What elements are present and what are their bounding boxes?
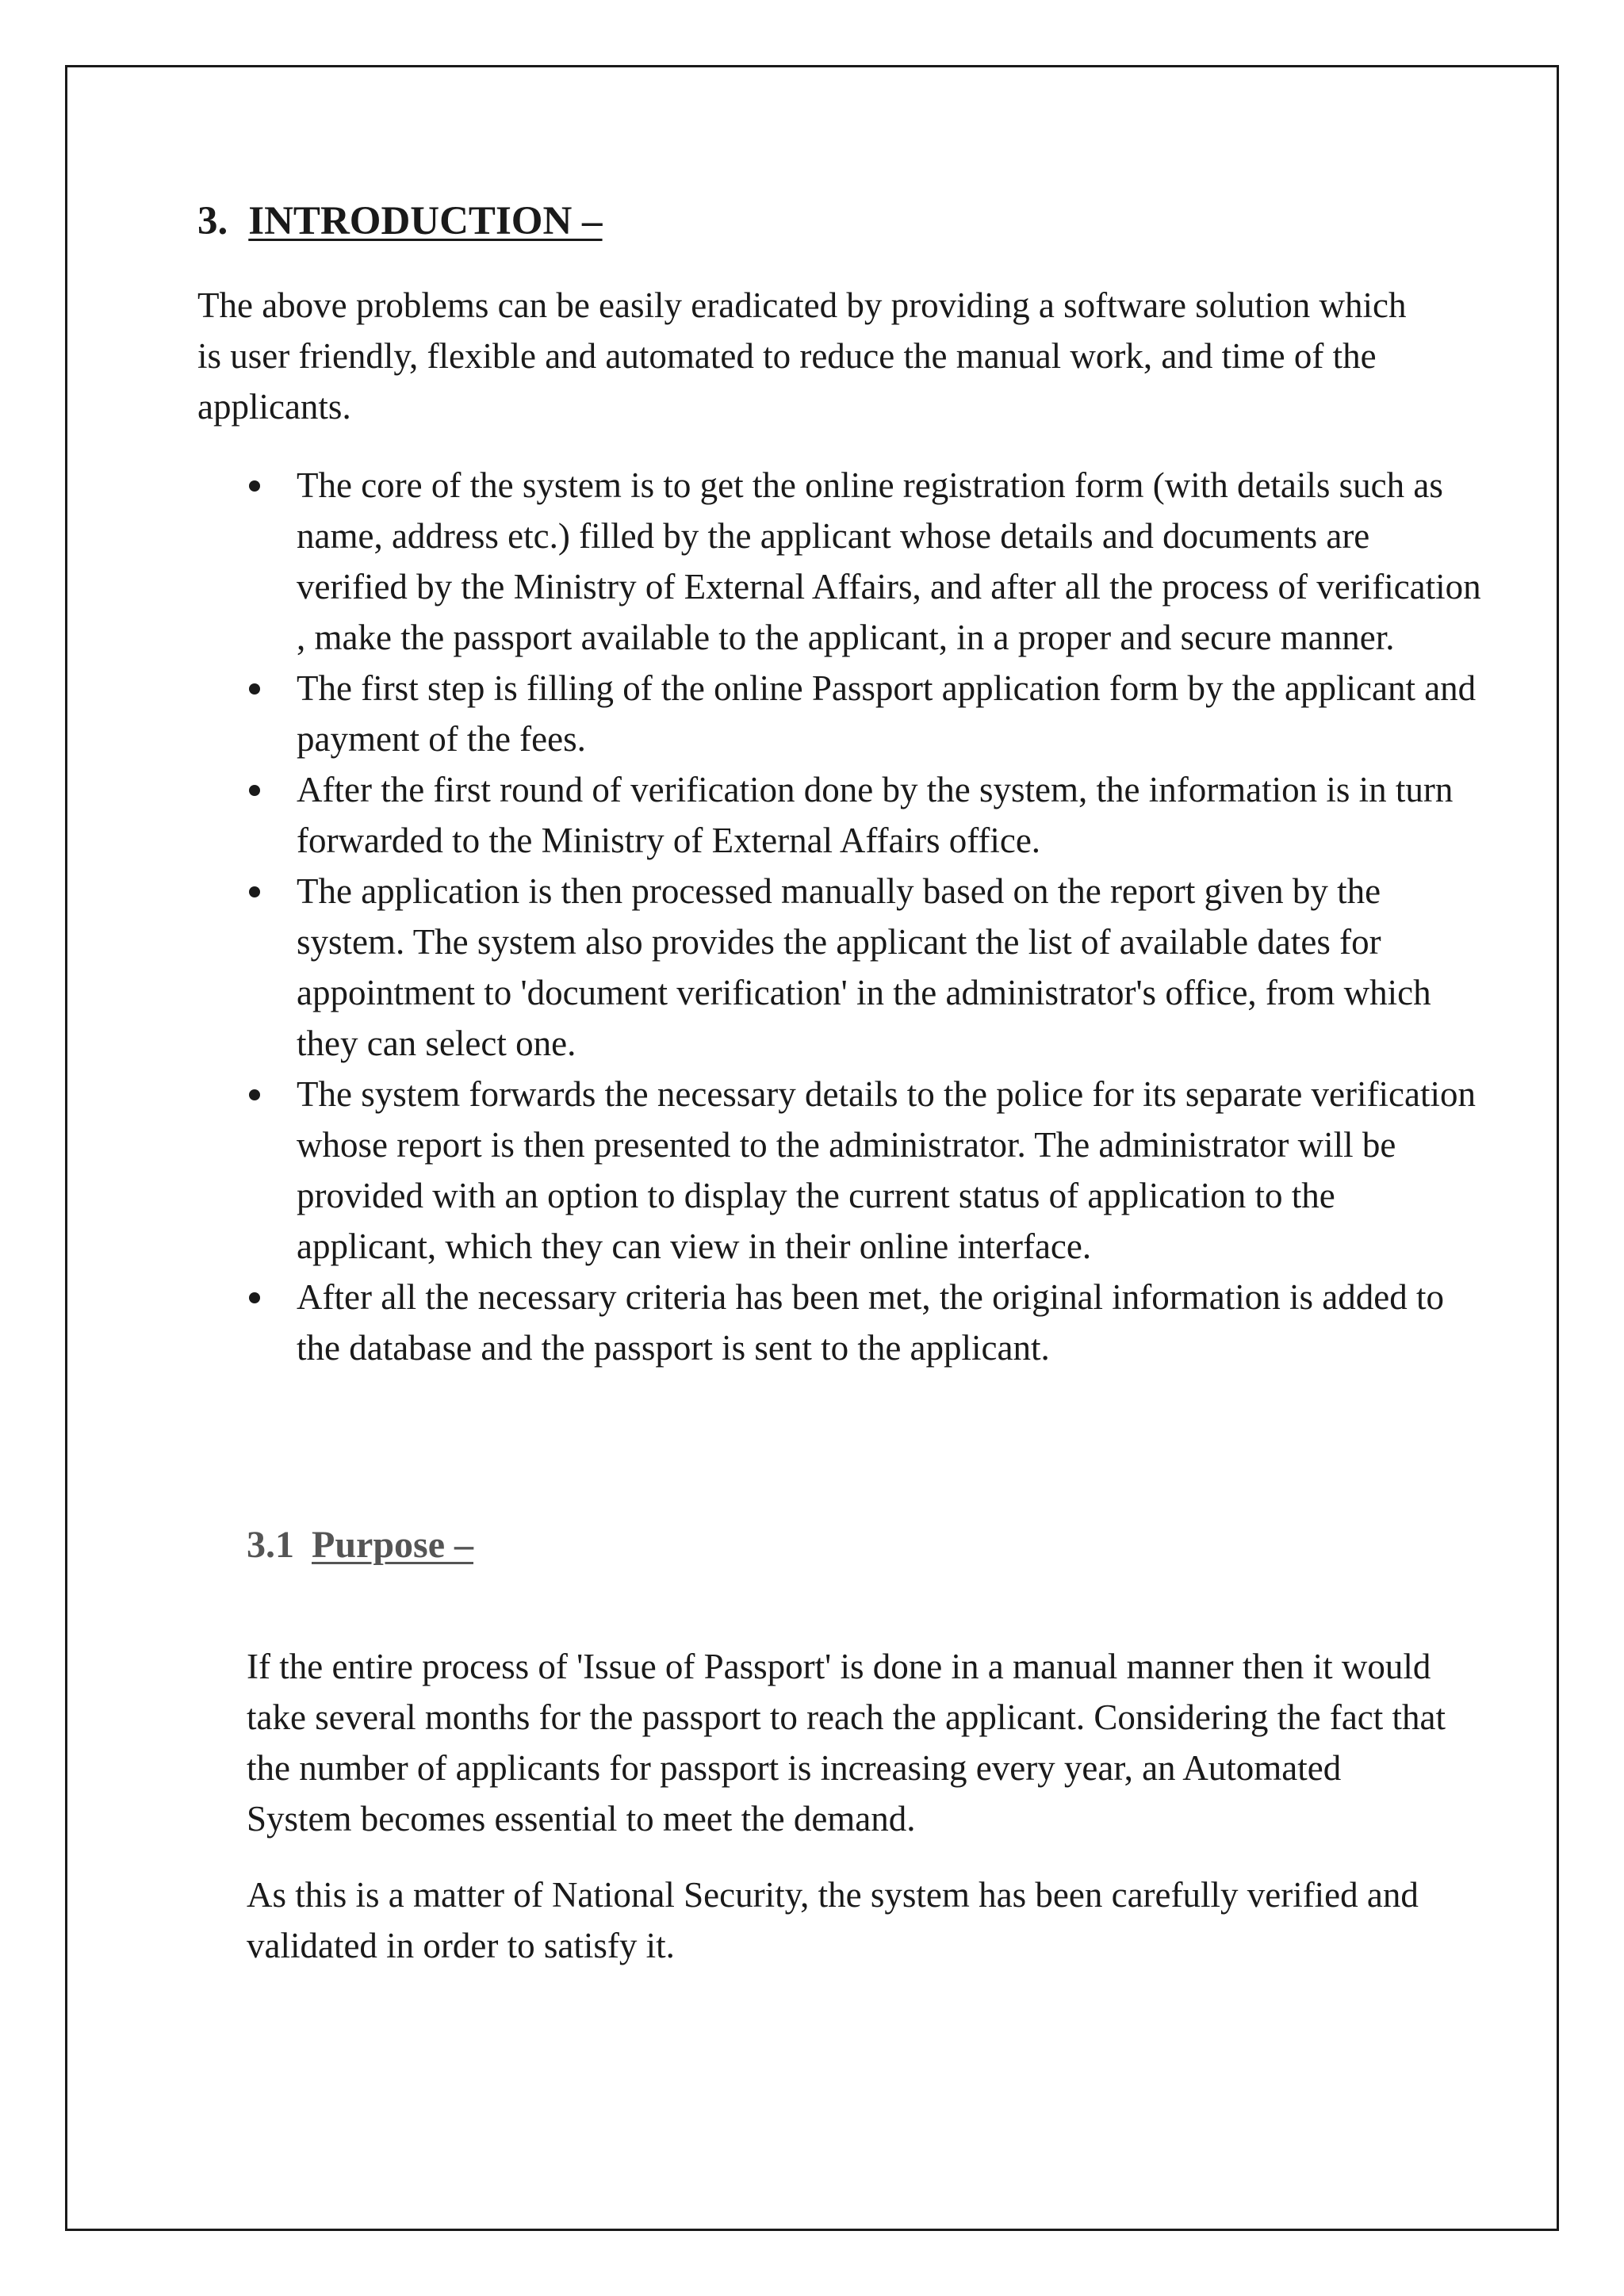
intro-paragraph: The above problems can be easily eradicated by providing a software solution which is user friendly, flexible and automated to reduce the manual work, and time of the applicants.	[197, 285, 1407, 427]
bullet-icon	[249, 683, 260, 695]
list-item-text: The application is then processed manually based on the report given by the system. The system also provides the applicant the list of available dates for appointment to 'document verification' in the administrator's office, from which they can select one.	[297, 871, 1431, 1063]
section-number: 3.	[197, 199, 228, 243]
list-item-text: The system forwards the necessary details to the police for its separate verification whose report is then presented to the administrator. The administrator will be provided with an option to display the current status of application to the applicant, which they can view in their online interface.	[297, 1074, 1476, 1266]
list-item	[246, 1069, 1483, 1272]
list-item-text: After all the necessary criteria has been met, the original information is added to the database and the passport is sent to the applicant.	[297, 1277, 1444, 1368]
bullet-list	[246, 460, 1483, 1373]
subsection-title: Purpose –	[312, 1524, 473, 1566]
section-title: INTRODUCTION –	[248, 199, 603, 243]
bullet-icon	[249, 785, 260, 796]
list-item	[246, 764, 1483, 866]
bullet-icon	[249, 1089, 260, 1100]
list-item-text: The first step is filling of the online Passport application form by the applicant and payment of the fees.	[297, 668, 1477, 759]
list-item	[246, 663, 1483, 764]
list-item	[246, 1272, 1483, 1373]
list-item-text: The core of the system is to get the online registration form (with details such as name, address etc.) filled by the applicant whose details and documents are verified by the Ministry of External Affairs, and after all the process of verification , make the passport available to the applicant, in a proper and secure manner.	[297, 465, 1481, 657]
purpose-paragraph-2: As this is a matter of National Security, the system has been carefully verified and validated in order to satisfy it.	[247, 1875, 1419, 1965]
bullet-icon	[249, 480, 260, 492]
purpose-paragraph-1: If the entire process of 'Issue of Passport' is done in a manual manner then it would take several months for the passport to reach the applicant. Considering the fact that the number of applicants for passport is increasing every year, an Automated System becomes essential to meet the demand.	[247, 1647, 1446, 1839]
bullet-icon	[249, 1292, 260, 1303]
list-item	[246, 866, 1483, 1069]
list-item	[246, 460, 1483, 663]
list-item-text: After the first round of verification done by the system, the information is in turn forwarded to the Ministry of External Affairs office.	[297, 770, 1454, 860]
section-heading	[197, 193, 603, 249]
subsection-number: 3.1	[247, 1524, 294, 1566]
bullet-icon	[249, 886, 260, 897]
subsection-heading	[247, 1517, 473, 1573]
